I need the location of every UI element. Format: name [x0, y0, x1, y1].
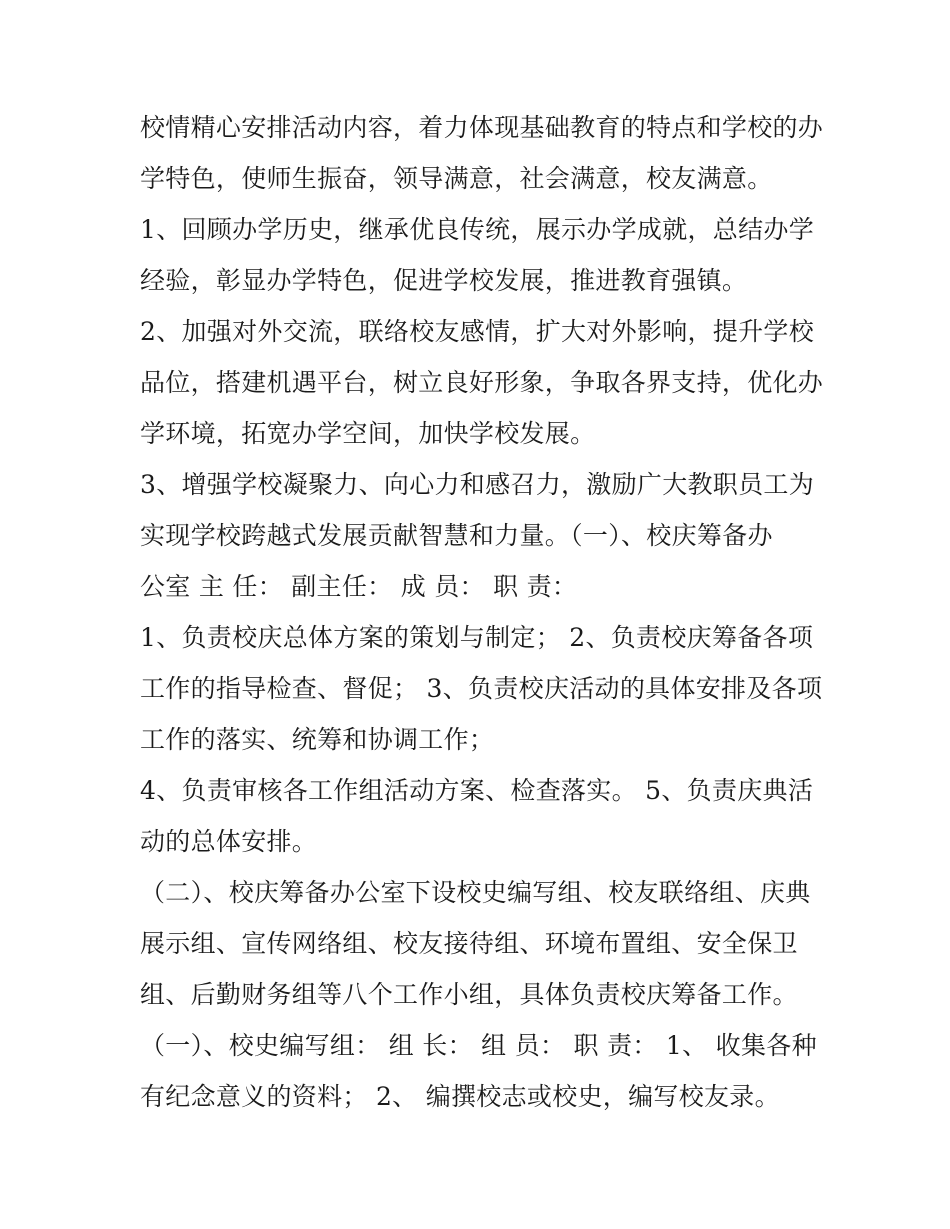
text-line: 学环境，拓宽办学空间，加快学校发展。 [140, 419, 596, 448]
text-line: 展示组、宣传网络组、校友接待组、环境布置组、安全保卫 [140, 929, 798, 958]
text-line: 品位，搭建机遇平台，树立良好形象，争取各界支持，优化办 [140, 368, 824, 397]
text-line: 3、增强学校凝聚力、向心力和感召力，激励广大教职员工为 [140, 470, 815, 499]
text-line: （二）、校庆筹备办公室下设校史编写组、校友联络组、庆典 [140, 878, 811, 907]
text-line: 有纪念意义的资料； 2、 编撰校志或校史，编写校友录。 [140, 1082, 780, 1111]
text-line: 工作的指导检查、督促； 3、负责校庆活动的具体安排及各项 [140, 674, 823, 703]
text-line: 实现学校跨越式发展贡献智慧和力量。（一）、校庆筹备办 [140, 521, 773, 550]
text-line: 经验，彰显办学特色，促进学校发展，推进教育强镇。 [140, 266, 748, 295]
text-line: 4、负责审核各工作组活动方案、检查落实。 5、负责庆典活 [140, 776, 814, 805]
document-body [140, 102, 824, 1122]
text-line: 学特色，使师生振奋，领导满意，社会满意，校友满意。 [140, 164, 773, 193]
text-line: 1、负责校庆总体方案的策划与制定； 2、负责校庆筹备各项 [140, 623, 814, 652]
text-line: 1、回顾办学历史，继承优良传统，展示办学成就，总结办学 [140, 215, 815, 244]
text-line: 校情精心安排活动内容，着力体现基础教育的特点和学校的办 [140, 113, 824, 142]
text-line: 组、后勤财务组等八个工作小组，具体负责校庆筹备工作。 [140, 980, 798, 1009]
text-line: （一）、校史编写组： 组 长： 组 员： 职 责： 1、 收集各种 [140, 1031, 817, 1060]
text-line: 动的总体安排。 [140, 827, 318, 856]
text-line: 2、加强对外交流，联络校友感情，扩大对外影响，提升学校 [140, 317, 815, 346]
text-line: 公室 主 任： 副主任： 成 员： 职 责： [140, 572, 578, 601]
text-line: 工作的落实、统筹和协调工作； [140, 725, 495, 754]
